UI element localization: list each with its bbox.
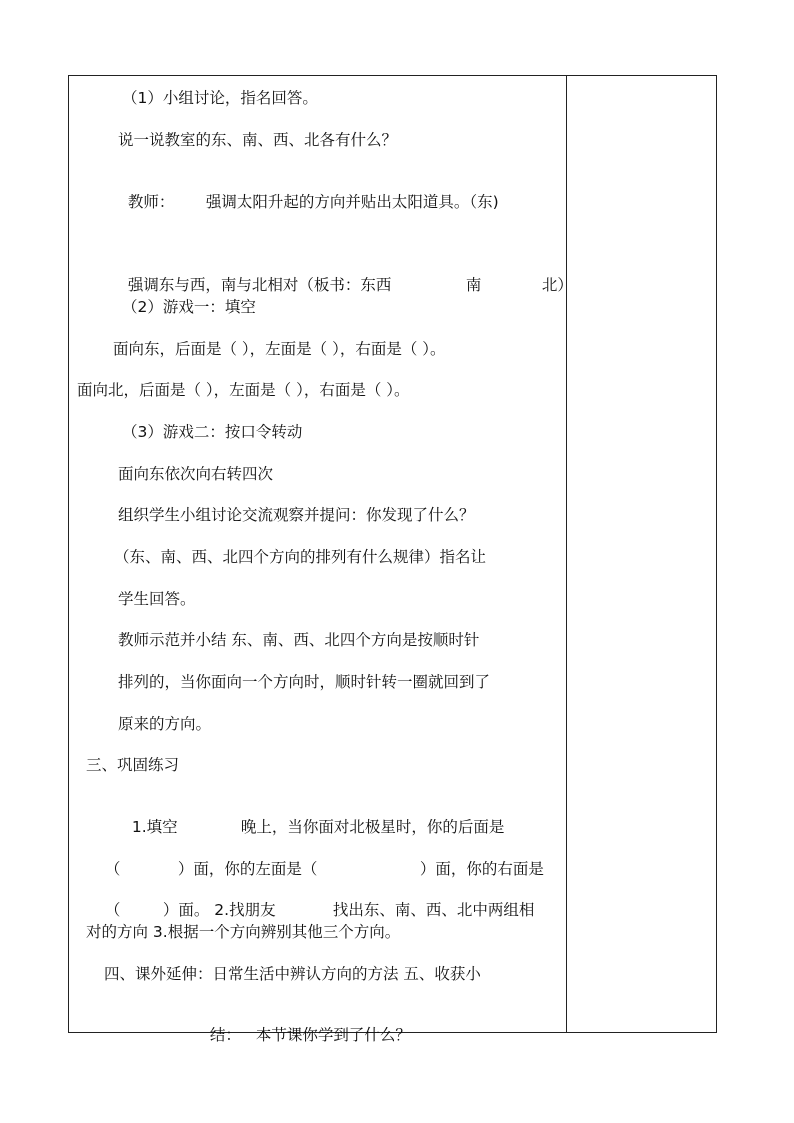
section-heading: 三、巩固练习	[86, 756, 180, 774]
text-line: 面向东依次向右转四次	[118, 465, 274, 483]
text-segment: （	[104, 901, 121, 919]
text-segment: ）面，你的右面是	[419, 860, 544, 878]
text-line: 排列的，当你面向一个方向时，顺时针转一圈就回到了	[118, 673, 491, 691]
text-line	[231, 797, 504, 837]
text-line: 学生回答。	[118, 590, 196, 608]
text-line: 面向东，后面是（ ），左面是（ ），右面是（ ）。	[113, 340, 446, 358]
text-line: 面向北，后面是（ ），左面是（ ），右面是（ ）。	[77, 381, 410, 399]
text-line: 四、课外延伸：日常生活中辨认方向的方法 五、收获小	[104, 965, 481, 983]
text-line: 组织学生小组讨论交流观察并提问：你发现了什么？	[118, 506, 475, 524]
text-line	[246, 1005, 411, 1045]
text-segment: 本节课你学到了什么？	[255, 1026, 411, 1044]
text-line	[153, 880, 276, 920]
text-segment: 强调太阳升起的方向并贴出太阳道具。（东)	[205, 193, 499, 211]
text-segment: 教师：	[127, 193, 175, 211]
text-line	[168, 839, 317, 879]
text-line	[196, 172, 499, 212]
text-line: 对的方向 3.根据一个方向辨别其他三个方向。	[86, 923, 401, 941]
text-line	[95, 880, 120, 920]
text-segment: ）面，你的左面是（	[177, 860, 318, 878]
text-segment: 1.填空	[131, 818, 178, 836]
text-line: 原来的方向。	[118, 715, 212, 733]
text-line: 说一说教室的东、南、西、北各有什么？	[118, 131, 398, 149]
text-line: （2）游戏一：填空	[122, 298, 256, 316]
text-segment: （	[104, 860, 121, 878]
text-line	[118, 172, 174, 212]
text-line	[323, 880, 534, 920]
text-segment: 北）	[541, 276, 573, 294]
text-segment: 晚上，当你面对北极星时，你的后面是	[240, 818, 505, 836]
text-segment: 强调东与西，南与北相对（板书：东西	[127, 276, 392, 294]
text-line	[122, 797, 178, 837]
text-line: 教师示范并小结 东、南、西、北四个方向是按顺时针	[118, 631, 480, 649]
text-segment: ）面。 2.找朋友	[162, 901, 276, 919]
text-line	[456, 255, 481, 295]
text-line	[532, 255, 573, 295]
column-divider	[566, 76, 567, 1032]
text-line	[118, 255, 391, 295]
text-line	[95, 839, 120, 879]
text-segment: 结：	[209, 1026, 241, 1044]
text-segment: 南	[465, 276, 482, 294]
text-line	[410, 839, 544, 879]
text-line: （1）小组讨论，指名回答。	[122, 89, 318, 107]
text-line	[200, 1005, 241, 1045]
text-line: （3）游戏二：按口令转动	[122, 423, 303, 441]
text-segment: 找出东、南、西、北中两组相	[332, 901, 535, 919]
text-line: （东、南、西、北四个方向的排列有什么规律）指名让	[114, 548, 487, 566]
